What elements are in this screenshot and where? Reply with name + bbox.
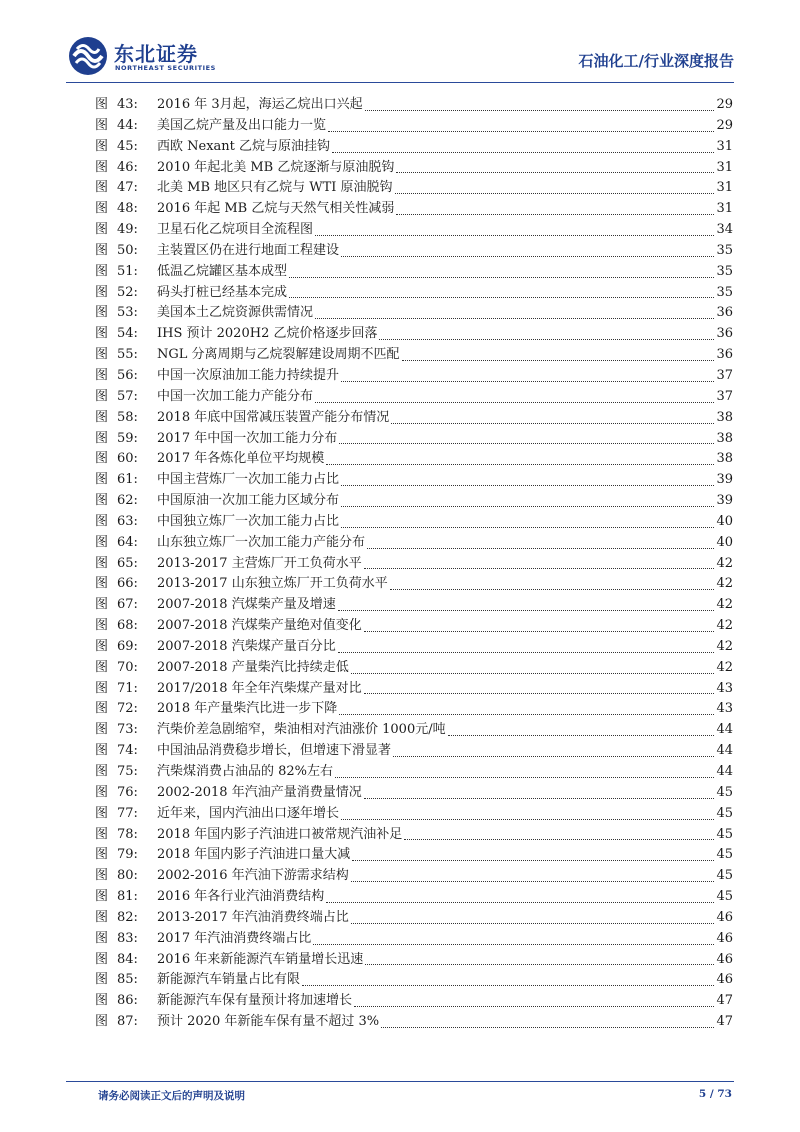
- toc-dot-leader: [341, 256, 714, 257]
- logo-chinese-name: 东北证券: [114, 42, 198, 66]
- toc-figure-number: 55:: [117, 347, 138, 363]
- toc-page-number[interactable]: 37: [716, 367, 733, 383]
- toc-entry[interactable]: [95, 866, 733, 887]
- toc-page-number[interactable]: 42: [716, 555, 733, 571]
- toc-figure-title[interactable]: 汽柴价差急剧缩窄，柴油相对汽油涨价 1000元/吨: [157, 722, 446, 738]
- toc-entry[interactable]: [95, 137, 733, 158]
- toc-dot-leader: [381, 1027, 714, 1028]
- toc-figure-number: 71:: [117, 680, 138, 696]
- toc-figure-title[interactable]: 2018 年国内影子汽油进口被常规汽油补足: [157, 826, 403, 842]
- toc-dot-leader: [335, 777, 714, 778]
- toc-dot-leader: [289, 297, 714, 298]
- toc-page-number[interactable]: 42: [716, 618, 733, 634]
- toc-dot-leader: [364, 568, 715, 569]
- toc-page-number[interactable]: 46: [716, 930, 733, 946]
- toc-figure-number: 69:: [117, 638, 138, 654]
- toc-figure-number: 73:: [117, 722, 138, 738]
- toc-entry[interactable]: [95, 783, 733, 804]
- toc-figure-label: 图: [95, 138, 109, 154]
- toc-figure-title[interactable]: 2018 年底中国常减压装置产能分布情况: [157, 409, 390, 425]
- toc-figure-label: 图: [95, 951, 109, 967]
- toc-dot-leader: [396, 214, 714, 215]
- toc-figure-number: 79:: [117, 847, 138, 863]
- toc-dot-leader: [338, 610, 715, 611]
- toc-figure-label: 图: [95, 367, 109, 383]
- toc-page-number[interactable]: 31: [716, 180, 733, 196]
- toc-figure-title[interactable]: 2007-2018 产量柴汽比持续走低: [157, 659, 349, 675]
- toc-figure-label: 图: [95, 305, 109, 321]
- toc-figure-number: 66:: [117, 576, 138, 592]
- toc-entry[interactable]: [95, 637, 733, 658]
- toc-page-number[interactable]: 38: [716, 430, 733, 446]
- toc-dot-leader: [339, 714, 714, 715]
- toc-figure-title[interactable]: 中国原油一次加工能力区域分布: [157, 493, 340, 509]
- toc-entry[interactable]: [95, 241, 733, 262]
- toc-figure-title[interactable]: 中国主营炼厂一次加工能力占比: [157, 472, 340, 488]
- toc-page-number[interactable]: 39: [716, 493, 733, 509]
- toc-figure-title[interactable]: 2016 年各行业汽油消费结构: [157, 889, 325, 905]
- toc-figure-label: 图: [95, 659, 109, 675]
- toc-figure-title[interactable]: 2017 年中国一次加工能力分布: [157, 430, 338, 446]
- toc-page-number[interactable]: 36: [716, 326, 733, 342]
- toc-figure-title[interactable]: 中国油品消费稳步增长，但增速下滑显著: [157, 743, 392, 759]
- toc-page-number[interactable]: 31: [716, 201, 733, 217]
- toc-figure-title[interactable]: 2007-2018 汽煤柴产量绝对值变化: [157, 618, 362, 634]
- toc-entry[interactable]: [95, 491, 733, 512]
- toc-dot-leader: [313, 944, 714, 945]
- toc-page-number[interactable]: 35: [716, 263, 733, 279]
- toc-entry[interactable]: [95, 699, 733, 720]
- toc-entry[interactable]: [95, 679, 733, 700]
- toc-figure-number: 86:: [117, 993, 138, 1009]
- toc-figure-number: 75:: [117, 764, 138, 779]
- toc-entry[interactable]: [95, 324, 733, 345]
- toc-figure-title[interactable]: 2017 年汽油消费终端占比: [157, 930, 312, 946]
- toc-entry[interactable]: [95, 512, 733, 533]
- toc-dot-leader: [332, 152, 714, 153]
- header-divider: [66, 82, 734, 83]
- toc-figure-number: 59:: [117, 430, 138, 446]
- toc-entry[interactable]: [95, 554, 733, 575]
- toc-page-number[interactable]: 45: [716, 784, 733, 800]
- toc-page-number[interactable]: 39: [716, 472, 733, 488]
- toc-figure-label: 图: [95, 409, 109, 425]
- toc-page-number[interactable]: 40: [716, 513, 733, 529]
- toc-dot-leader: [315, 402, 714, 403]
- toc-dot-leader: [326, 464, 714, 465]
- toc-figure-number: 84:: [117, 951, 138, 967]
- toc-entry[interactable]: [95, 1012, 733, 1033]
- toc-dot-leader: [351, 923, 715, 924]
- toc-figure-number: 44:: [117, 117, 138, 133]
- toc-page-number[interactable]: 29: [716, 117, 733, 133]
- toc-dot-leader: [379, 339, 714, 340]
- toc-dot-leader: [364, 631, 715, 632]
- toc-dot-leader: [328, 131, 714, 132]
- toc-entry[interactable]: [95, 825, 733, 846]
- logo-emblem-icon: [68, 36, 108, 76]
- toc-entry[interactable]: [95, 970, 733, 991]
- toc-dot-leader: [364, 798, 715, 799]
- toc-figure-number: 68:: [117, 618, 138, 634]
- toc-figure-number: 52:: [117, 284, 138, 300]
- toc-figure-label: 图: [95, 638, 109, 654]
- brand-logo: [68, 36, 268, 80]
- toc-page-number[interactable]: 47: [716, 993, 733, 1009]
- toc-figure-number: 83:: [117, 930, 138, 946]
- toc-figure-number: 53:: [117, 305, 138, 321]
- toc-figure-label: 图: [95, 555, 109, 571]
- toc-figure-label: 图: [95, 159, 109, 175]
- toc-figure-title[interactable]: IHS 预计 2020H2 乙烷价格逐步回落: [157, 326, 378, 342]
- toc-figure-label: 图: [95, 597, 109, 613]
- toc-figure-number: 62:: [117, 493, 138, 509]
- toc-page-number[interactable]: 46: [716, 972, 733, 988]
- toc-figure-label: 图: [95, 722, 109, 738]
- toc-entry[interactable]: [95, 345, 733, 366]
- toc-entry[interactable]: [95, 887, 733, 908]
- toc-page-number[interactable]: 42: [716, 576, 733, 592]
- toc-figure-number: 80:: [117, 868, 138, 884]
- toc-dot-leader: [402, 360, 715, 361]
- toc-figure-number: 63:: [117, 513, 138, 529]
- toc-page-number[interactable]: 45: [716, 805, 733, 821]
- toc-entry[interactable]: [95, 178, 733, 199]
- toc-figure-label: 图: [95, 388, 109, 404]
- toc-figure-label: 图: [95, 222, 109, 238]
- toc-figure-title[interactable]: 中国独立炼厂一次加工能力占比: [157, 513, 340, 529]
- toc-figure-number: 72:: [117, 701, 138, 717]
- toc-figure-number: 87:: [117, 1014, 138, 1030]
- toc-dot-leader: [367, 548, 714, 549]
- toc-entry[interactable]: [95, 387, 733, 408]
- toc-page-number[interactable]: 45: [716, 868, 733, 884]
- toc-figure-title[interactable]: 山东独立炼厂一次加工能力产能分布: [157, 534, 366, 550]
- toc-page-number[interactable]: 46: [716, 909, 733, 925]
- toc-entry[interactable]: [95, 366, 733, 387]
- toc-figure-title[interactable]: 2017 年各炼化单位平均规模: [157, 451, 325, 467]
- toc-figure-number: 57:: [117, 388, 138, 404]
- toc-entry[interactable]: [95, 574, 733, 595]
- toc-figure-title[interactable]: 2018 年产量柴汽比进一步下降: [157, 701, 338, 717]
- toc-page-number[interactable]: 45: [716, 889, 733, 905]
- toc-figure-title[interactable]: 2013-2017 主营炼厂开工负荷水平: [157, 555, 362, 571]
- toc-entry[interactable]: [95, 449, 733, 470]
- toc-dot-leader: [365, 964, 714, 965]
- toc-figure-title[interactable]: 西欧 Nexant 乙烷与原油挂钩: [157, 138, 331, 154]
- toc-page-number[interactable]: 44: [716, 764, 733, 779]
- toc-page-number[interactable]: 36: [716, 347, 733, 363]
- toc-figure-number: 74:: [117, 743, 138, 759]
- toc-entry[interactable]: [95, 199, 733, 220]
- toc-figure-label: 图: [95, 930, 109, 946]
- toc-page-number[interactable]: 44: [716, 722, 733, 738]
- toc-figure-number: 61:: [117, 472, 138, 488]
- toc-figure-title[interactable]: 2016 年起 MB 乙烷与天然气相关性减弱: [157, 201, 395, 217]
- toc-figure-title[interactable]: 2013-2017 年汽油消费终端占比: [157, 909, 349, 925]
- toc-dot-leader: [326, 902, 714, 903]
- toc-figure-label: 图: [95, 242, 109, 258]
- toc-dot-leader: [339, 443, 714, 444]
- toc-entry[interactable]: [95, 303, 733, 324]
- toc-figure-label: 图: [95, 430, 109, 446]
- toc-figure-number: 47:: [117, 180, 138, 196]
- toc-page-number[interactable]: 43: [716, 680, 733, 696]
- toc-entry[interactable]: [95, 845, 733, 866]
- toc-figure-label: 图: [95, 326, 109, 342]
- toc-figure-title[interactable]: 码头打桩已经基本完成: [157, 284, 288, 300]
- toc-dot-leader: [302, 985, 714, 986]
- toc-dot-leader: [315, 235, 714, 236]
- toc-figure-label: 图: [95, 472, 109, 488]
- toc-figure-label: 图: [95, 889, 109, 905]
- toc-figure-title[interactable]: 2002-2016 年汽油下游需求结构: [157, 868, 349, 884]
- toc-dot-leader: [448, 735, 715, 736]
- toc-entry[interactable]: [95, 408, 733, 429]
- toc-page-number[interactable]: 47: [716, 1014, 733, 1030]
- toc-entry[interactable]: [95, 470, 733, 491]
- toc-figure-label: 图: [95, 868, 109, 884]
- toc-figure-number: 45:: [117, 138, 138, 154]
- toc-figure-label: 图: [95, 117, 109, 133]
- toc-figure-number: 82:: [117, 909, 138, 925]
- toc-entry[interactable]: [95, 158, 733, 179]
- toc-page-number[interactable]: 31: [716, 159, 733, 175]
- toc-figure-label: 图: [95, 1014, 109, 1030]
- toc-dot-leader: [390, 589, 715, 590]
- figure-list: [95, 95, 733, 1033]
- toc-figure-label: 图: [95, 576, 109, 592]
- toc-entry[interactable]: [95, 95, 733, 116]
- toc-dot-leader: [338, 652, 715, 653]
- toc-figure-title[interactable]: 汽柴煤消费占油品的 82%左右: [157, 764, 334, 779]
- toc-figure-number: 58:: [117, 409, 138, 425]
- toc-entry[interactable]: [95, 991, 733, 1012]
- toc-page-number[interactable]: 29: [716, 97, 733, 112]
- toc-figure-number: 46:: [117, 159, 138, 175]
- toc-entry[interactable]: [95, 658, 733, 679]
- toc-entry[interactable]: [95, 804, 733, 825]
- toc-figure-number: 65:: [117, 555, 138, 571]
- toc-page-number[interactable]: 42: [716, 638, 733, 654]
- toc-page-number[interactable]: 45: [716, 847, 733, 863]
- toc-dot-leader: [391, 423, 714, 424]
- toc-figure-title[interactable]: 新能源汽车保有量预计将加速增长: [157, 993, 353, 1009]
- toc-page-number[interactable]: 31: [716, 138, 733, 154]
- toc-figure-label: 图: [95, 847, 109, 863]
- toc-page-number[interactable]: 42: [716, 597, 733, 613]
- toc-figure-title[interactable]: 北美 MB 地区只有乙烷与 WTI 原油脱钩: [157, 180, 393, 196]
- toc-page-number[interactable]: 42: [716, 659, 733, 675]
- toc-entry[interactable]: [95, 429, 733, 450]
- toc-entry[interactable]: [95, 283, 733, 304]
- toc-dot-leader: [351, 673, 715, 674]
- toc-figure-title[interactable]: 美国乙烷产量及出口能力一览: [157, 117, 327, 133]
- toc-entry[interactable]: [95, 908, 733, 929]
- toc-dot-leader: [341, 506, 714, 507]
- toc-figure-label: 图: [95, 701, 109, 717]
- toc-figure-number: 50:: [117, 242, 138, 258]
- page-header: [66, 36, 734, 84]
- toc-figure-label: 图: [95, 513, 109, 529]
- toc-entry[interactable]: [95, 929, 733, 950]
- toc-figure-number: 76:: [117, 784, 138, 800]
- toc-figure-title[interactable]: 2007-2018 汽煤柴产量及增速: [157, 597, 336, 613]
- toc-figure-number: 78:: [117, 826, 138, 842]
- toc-figure-label: 图: [95, 972, 109, 988]
- toc-entry[interactable]: [95, 220, 733, 241]
- toc-figure-label: 图: [95, 180, 109, 196]
- toc-figure-label: 图: [95, 743, 109, 759]
- toc-figure-label: 图: [95, 534, 109, 550]
- toc-dot-leader: [365, 110, 715, 111]
- toc-figure-title[interactable]: 2018 年国内影子汽油进口量大减: [157, 847, 351, 863]
- toc-figure-label: 图: [95, 618, 109, 634]
- toc-figure-title[interactable]: 2013-2017 山东独立炼厂开工负荷水平: [157, 576, 388, 592]
- toc-figure-label: 图: [95, 909, 109, 925]
- toc-figure-number: 49:: [117, 222, 138, 238]
- footer-divider: [66, 1081, 734, 1082]
- toc-dot-leader: [341, 381, 714, 382]
- toc-figure-title[interactable]: 中国一次加工能力产能分布: [157, 388, 314, 404]
- toc-figure-label: 图: [95, 764, 109, 779]
- toc-figure-title[interactable]: 2007-2018 汽柴煤产量百分比: [157, 638, 336, 654]
- toc-figure-title[interactable]: 新能源汽车销量占比有限: [157, 972, 301, 988]
- toc-figure-label: 图: [95, 784, 109, 800]
- toc-dot-leader: [341, 819, 714, 820]
- toc-entry[interactable]: [95, 762, 733, 783]
- toc-figure-title[interactable]: NGL 分离周期与乙烷裂解建设周期不匹配: [157, 347, 400, 363]
- toc-figure-label: 图: [95, 263, 109, 279]
- toc-figure-label: 图: [95, 451, 109, 467]
- toc-dot-leader: [395, 193, 715, 194]
- toc-figure-title[interactable]: 近年来，国内汽油出口逐年增长: [157, 805, 340, 821]
- toc-dot-leader: [351, 881, 715, 882]
- toc-entry[interactable]: [95, 533, 733, 554]
- toc-page-number[interactable]: 46: [716, 951, 733, 967]
- toc-figure-number: 81:: [117, 889, 138, 905]
- toc-figure-number: 85:: [117, 972, 138, 988]
- toc-entry[interactable]: [95, 616, 733, 637]
- toc-dot-leader: [341, 485, 714, 486]
- toc-figure-label: 图: [95, 97, 109, 112]
- toc-figure-title[interactable]: 美国本土乙烷资源供需情况: [157, 305, 314, 321]
- toc-entry[interactable]: [95, 595, 733, 616]
- toc-figure-label: 图: [95, 993, 109, 1009]
- toc-entry[interactable]: [95, 262, 733, 283]
- logo-english-name: NORTHEAST SECURITIES: [115, 64, 216, 72]
- toc-figure-title[interactable]: 2010 年起北美 MB 乙烷逐渐与原油脱钩: [157, 159, 395, 175]
- toc-figure-label: 图: [95, 826, 109, 842]
- toc-figure-title[interactable]: 主装置区仍在进行地面工程建设: [157, 242, 340, 258]
- toc-figure-number: 51:: [117, 263, 138, 279]
- toc-figure-title[interactable]: 中国一次原油加工能力持续提升: [157, 367, 340, 383]
- toc-figure-label: 图: [95, 805, 109, 821]
- toc-figure-label: 图: [95, 284, 109, 300]
- toc-figure-label: 图: [95, 201, 109, 217]
- toc-figure-number: 77:: [117, 805, 138, 821]
- toc-dot-leader: [352, 860, 714, 861]
- toc-dot-leader: [315, 318, 714, 319]
- toc-page-number[interactable]: 44: [716, 743, 733, 759]
- toc-page-number[interactable]: 37: [716, 388, 733, 404]
- toc-figure-title[interactable]: 2002-2018 年汽油产量消费量情况: [157, 784, 362, 800]
- toc-figure-number: 67:: [117, 597, 138, 613]
- toc-page-number[interactable]: 38: [716, 409, 733, 425]
- toc-page-number[interactable]: 35: [716, 242, 733, 258]
- toc-dot-leader: [364, 693, 715, 694]
- toc-figure-number: 64:: [117, 534, 138, 550]
- toc-figure-title[interactable]: 2016 年 3月起，海运乙烷出口兴起: [157, 97, 363, 112]
- toc-figure-label: 图: [95, 347, 109, 363]
- toc-entry[interactable]: [95, 116, 733, 137]
- toc-page-number[interactable]: 38: [716, 451, 733, 467]
- toc-figure-number: 43:: [117, 97, 138, 112]
- toc-figure-number: 48:: [117, 201, 138, 217]
- toc-page-number[interactable]: 43: [716, 701, 733, 717]
- footer-disclaimer: 请务必阅读正文后的声明及说明: [98, 1090, 245, 1102]
- toc-figure-label: 图: [95, 493, 109, 509]
- toc-figure-number: 70:: [117, 659, 138, 675]
- toc-dot-leader: [393, 756, 714, 757]
- toc-figure-title[interactable]: 预计 2020 年新能车保有量不超过 3%: [157, 1014, 380, 1030]
- toc-figure-title[interactable]: 2017/2018 年全年汽柴煤产量对比: [157, 680, 362, 696]
- toc-dot-leader: [289, 277, 714, 278]
- toc-page-number[interactable]: 34: [716, 222, 733, 238]
- toc-page-number[interactable]: 35: [716, 284, 733, 300]
- toc-dot-leader: [396, 172, 714, 173]
- report-type: 石油化工/行业深度报告: [578, 52, 734, 70]
- toc-page-number[interactable]: 36: [716, 305, 733, 321]
- toc-figure-number: 56:: [117, 367, 138, 383]
- toc-figure-number: 54:: [117, 326, 138, 342]
- toc-entry[interactable]: [95, 720, 733, 741]
- toc-figure-number: 60:: [117, 451, 138, 467]
- toc-entry[interactable]: [95, 950, 733, 971]
- page-number: 5 / 73: [698, 1088, 732, 1100]
- toc-dot-leader: [404, 839, 714, 840]
- toc-page-number[interactable]: 45: [716, 826, 733, 842]
- toc-figure-title[interactable]: 低温乙烷罐区基本成型: [157, 263, 288, 279]
- toc-page-number[interactable]: 40: [716, 534, 733, 550]
- toc-figure-label: 图: [95, 680, 109, 696]
- toc-dot-leader: [341, 527, 714, 528]
- toc-figure-title[interactable]: 2016 年来新能源汽车销量增长迅速: [157, 951, 364, 967]
- toc-entry[interactable]: [95, 741, 733, 762]
- toc-dot-leader: [354, 1006, 714, 1007]
- toc-figure-title[interactable]: 卫星石化乙烷项目全流程图: [157, 222, 314, 238]
